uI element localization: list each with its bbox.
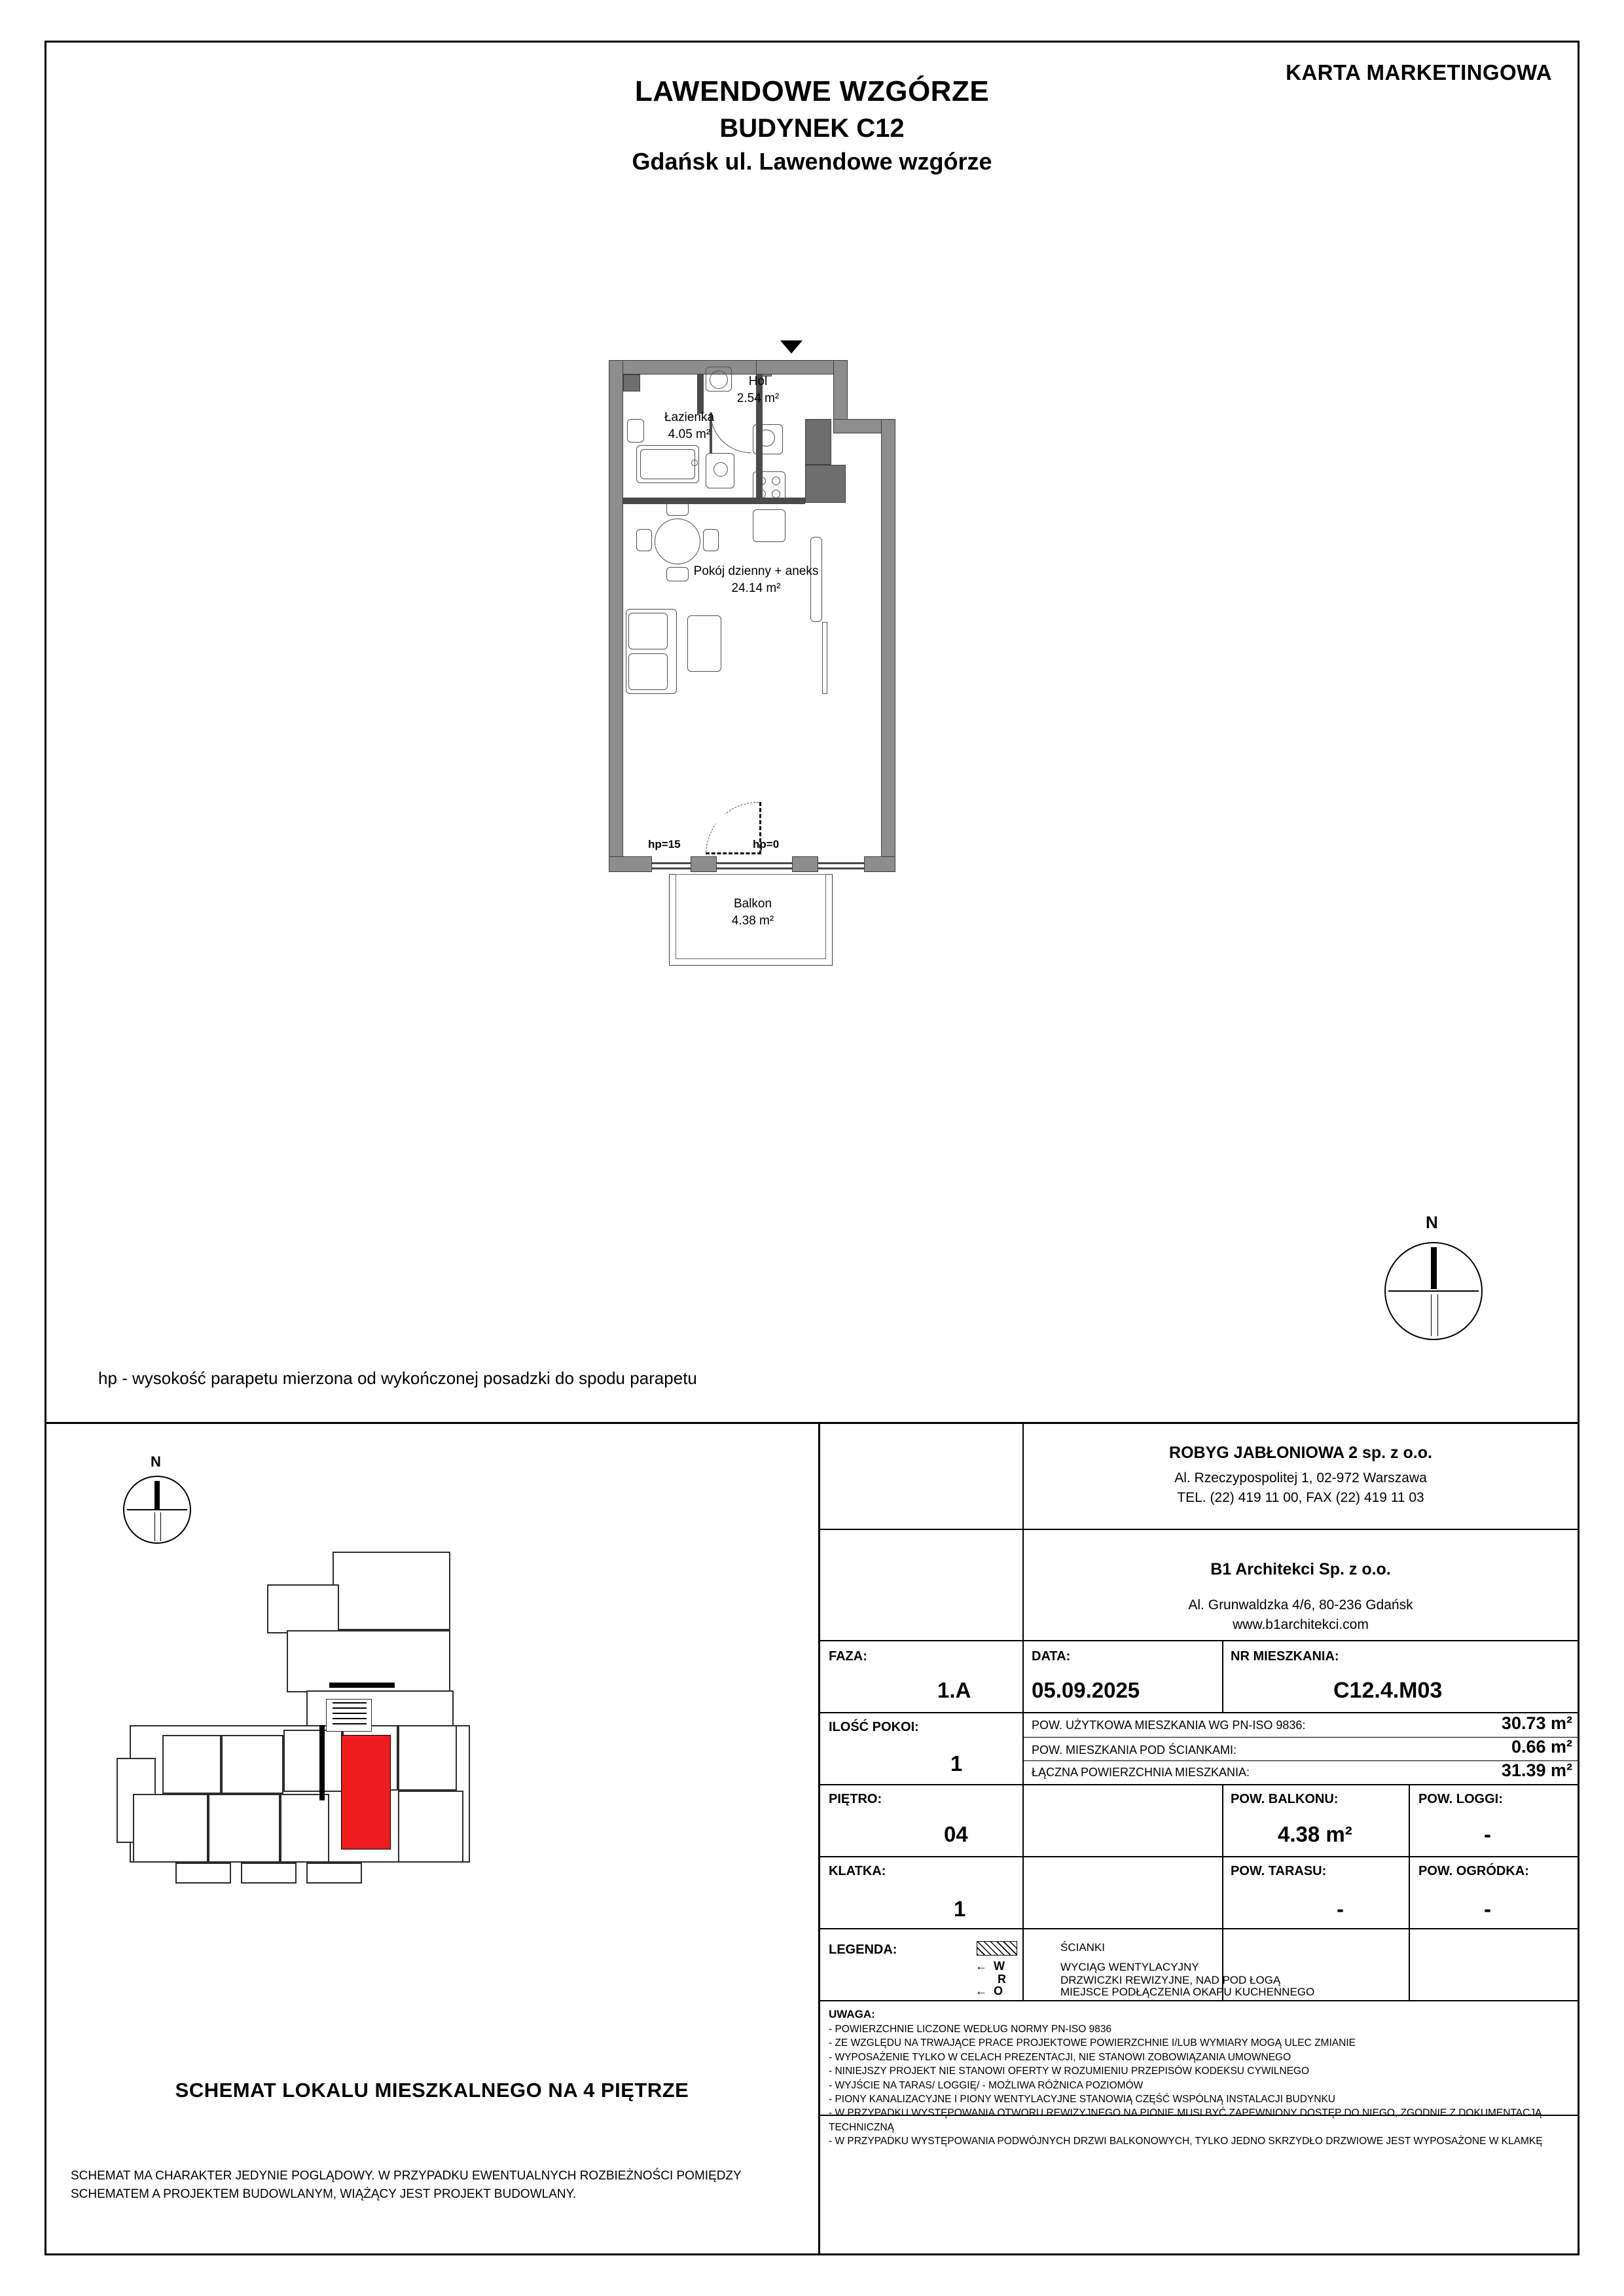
note-item: - ZE WZGLĘDU NA TRWAJĄCE PRACE PROJEKTOWE POWIERZCHNIE I/LUB WYMIARY MOGĄ ULEC ZMIANIE — [829, 2037, 1356, 2049]
highlighted-apartment — [341, 1735, 391, 1850]
note-item: - WYPOSAŻENIE TYLKO W CELACH PREZENTACJI, NIE STANOWI ZOBOWIĄZANIA UMOWNEGO — [829, 2051, 1291, 2063]
tline-v-3 — [1222, 1784, 1223, 2000]
apartment-number-label: NR MIESZKANIA: — [1231, 1649, 1339, 1664]
ventilation-shaft — [805, 465, 846, 503]
legend-hatch-icon — [977, 1941, 1017, 1956]
mini-core-wall-2 — [329, 1683, 395, 1688]
faza-label: FAZA: — [829, 1649, 867, 1664]
notes-title: UWAGA: — [829, 2008, 875, 2020]
tline-v-1 — [1022, 1424, 1024, 2000]
hp-label-right: hp=0 — [753, 838, 780, 850]
project-address: Gdańsk ul. Lawendowe wzgórze — [632, 148, 992, 175]
tline-7 — [820, 2000, 1579, 2001]
garden-area-value: - — [1484, 1897, 1491, 1921]
window-left-2 — [652, 867, 691, 869]
schematic-footnote: SCHEMAT MA CHARAKTER JEDYNIE POGLĄDOWY. W PRZYPADKU EWENTUALNYCH ROZBIEŻNOŚCI POMIĘDZY SCHEMATEM A PROJEKTEM BUDOWLANYM, WIĄŻĄCY JEST PROJEKT BUDOWLANY. — [71, 2169, 742, 2201]
washing-machine-door-icon — [713, 462, 728, 477]
bathtub-inner-icon — [640, 449, 695, 479]
wall-bottom-right — [864, 856, 895, 872]
room-label-balkon: Balkon 4.38 m² — [731, 897, 774, 928]
legend-arrow-w-icon: ← W — [975, 1959, 1005, 1973]
notes-list — [829, 2022, 1572, 2148]
balcony-door-2 — [717, 867, 792, 869]
compass-rose-mini — [123, 1476, 191, 1544]
apartment-number-value: C12.4.M03 — [1333, 1678, 1443, 1703]
kitchen-anchor — [805, 419, 809, 420]
loggia-area-label: POW. LOGGI: — [1418, 1792, 1503, 1806]
terrace-area-label: POW. TARASU: — [1231, 1864, 1327, 1878]
mini-unit-f — [133, 1794, 208, 1863]
tline-2 — [820, 1640, 1579, 1641]
mini-unit-h — [280, 1794, 329, 1863]
apartment-floor-plan — [589, 340, 1008, 1126]
wall-top-left — [609, 360, 759, 374]
room-label-pokoj-dzienny: Pokój dzienny + aneks 24.14 m² — [693, 564, 819, 595]
tline-1 — [820, 1529, 1579, 1530]
partition-hall-left — [697, 374, 704, 414]
loggia-area-value: - — [1484, 1822, 1491, 1846]
chair-left-icon — [636, 529, 652, 551]
mini-balcony-2 — [241, 1863, 297, 1884]
legend-item-0-text: ŚCIANKI — [1060, 1941, 1106, 1954]
coffee-table-icon — [687, 615, 721, 672]
legend-symbol-r: R — [998, 1973, 1006, 1986]
bathtub-drain-icon — [691, 460, 698, 466]
wall-bottom-mid2 — [792, 856, 818, 872]
architect-address: Al. Grunwaldzka 4/6, 80-236 Gdańsk — [1188, 1597, 1413, 1613]
info-table — [820, 1424, 1579, 2255]
usable-area-value: 30.73 m² — [1501, 1713, 1572, 1733]
floor-value: 04 — [944, 1822, 968, 1846]
mini-balcony-1 — [175, 1863, 231, 1884]
note-item: - NINIEJSZY PROJEKT NIE STANOWI OFERTY W ROZUMIENIU PRZEPISÓW KODEKSU CYWILNEGO — [829, 2066, 1310, 2077]
hp-label-left: hp=15 — [648, 838, 681, 850]
balcony-area-value: 4.38 m² — [1278, 1822, 1352, 1846]
window-right-2 — [818, 867, 864, 869]
mini-unit-i — [398, 1791, 463, 1863]
tline-6 — [820, 1928, 1579, 1929]
note-item: - PIONY KANALIZACYJNE I PIONY WENTYLACYJNE STANOWIĄ CZĘŚĆ WSPÓLNĄ INSTALACJI BUDYNKU — [829, 2093, 1335, 2105]
developer-name: ROBYG JABŁONIOWA 2 sp. z o.o. — [1169, 1444, 1432, 1462]
note-item: - W PRZYPADKU WYSTĘPOWANIA PODWÓJNYCH DRZWI BALKONOWYCH, TYLKO JEDNO SKRZYDŁO DRZWIOWE JEST WYPOSAŻONE W KLAMKĘ — [829, 2136, 1543, 2147]
rooms-count-value: 1 — [950, 1751, 963, 1776]
balcony-area-label: POW. BALKONU: — [1231, 1792, 1339, 1806]
mini-unit-g — [208, 1794, 280, 1863]
burner-1-icon — [757, 477, 766, 485]
developer-contact: TEL. (22) 419 11 00, FAX (22) 419 11 03 — [1177, 1490, 1424, 1505]
room-label-hol: Hol 2.54 m² — [736, 374, 780, 405]
data-label: DATA: — [1032, 1649, 1071, 1664]
wall-left — [609, 360, 623, 871]
mini-unit-a — [162, 1735, 221, 1794]
window-left — [652, 862, 691, 864]
floor-schematic-drawing — [202, 1578, 660, 2003]
fridge-icon — [753, 509, 785, 542]
window-right — [818, 862, 864, 864]
wall-right — [881, 419, 895, 871]
entrance-arrow-icon — [780, 340, 803, 354]
document-type-label: KARTA MARKETINGOWA — [1286, 60, 1552, 84]
tline-v-2 — [1222, 1640, 1223, 1712]
dining-table-icon — [655, 519, 700, 564]
room-label-lazienka: Łazienka 4.05 m² — [664, 410, 715, 441]
legend-title: LEGENDA: — [829, 1942, 897, 1957]
data-value: 05.09.2025 — [1032, 1678, 1140, 1702]
wall-bottom-mid1 — [691, 856, 717, 872]
sofa-cushion-2-icon — [628, 653, 668, 690]
chair-right-icon — [703, 529, 719, 551]
mini-unit-top-2 — [267, 1584, 339, 1633]
walls-area-value: 0.66 m² — [1511, 1737, 1572, 1757]
legend-item-2-text: DRZWICZKI REWIZYJNE, NAD POD ŁOGĄ — [1060, 1974, 1281, 1986]
mini-stairs — [326, 1699, 372, 1732]
project-name: LAWENDOWE WZGÓRZE — [634, 75, 990, 107]
note-item: - POWIERZCHNIE LICZONE WEDŁUG NORMY PN-ISO 9836 — [829, 2024, 1112, 2035]
note-item: - W PRZYPADKU WYSTĘPOWANIA OTWORU REWIZYJNEGO NA PIONIE MUSI BYĆ ZAPEWNIONY DOSTĘP DO NIEGO, ZGODNIE Z DOKUMENTACJĄ TECHNICZNĄ — [829, 2107, 1542, 2133]
cooktop-icon — [753, 471, 785, 501]
page-title — [0, 72, 1624, 178]
compass-north-label-mini: N — [151, 1453, 161, 1470]
usable-area-label: POW. UŻYTKOWA MIESZKANIA WG PN-ISO 9836: — [1032, 1719, 1306, 1732]
faza-value: 1.A — [937, 1678, 971, 1702]
garden-area-label: POW. OGRÓDKA: — [1418, 1864, 1529, 1878]
developer-address: Al. Rzeczypospolitej 1, 02-972 Warszawa — [1174, 1470, 1427, 1485]
mini-unit-top-1 — [333, 1552, 450, 1630]
shaft-corner — [623, 374, 640, 392]
building-name: BUDYNEK C12 — [719, 114, 905, 143]
balcony-door — [717, 862, 792, 864]
burner-2-icon — [772, 477, 780, 485]
floor-label: PIĘTRO: — [829, 1792, 882, 1806]
total-area-value: 31.39 m² — [1501, 1760, 1572, 1780]
sofa-cushion-1-icon — [628, 613, 668, 649]
terrace-area-value: - — [1337, 1897, 1344, 1921]
total-area-label: ŁĄCZNA POWIERZCHNIA MIESZKANIA: — [1032, 1766, 1250, 1779]
wall-bottom-left — [609, 856, 652, 872]
architect-name: B1 Architekci Sp. z o.o. — [1210, 1560, 1391, 1578]
mini-balcony-3 — [306, 1863, 362, 1884]
compass-north-label-main: N — [1426, 1212, 1438, 1232]
chair-top-icon — [666, 501, 689, 516]
legend-item-1-text: WYCIĄG WENTYLACYJNY — [1060, 1961, 1199, 1973]
burner-4-icon — [772, 490, 780, 498]
walls-area-label: POW. MIESZKANIA POD ŚCIANKAMI: — [1032, 1743, 1237, 1757]
mini-core-wall-1 — [319, 1725, 325, 1800]
mini-unit-b — [221, 1735, 283, 1794]
note-item: - WYJŚCIE NA TARAS/ LOGGIĘ/ - MOŻLIWA RÓŻNICA POZIOMÓW — [829, 2079, 1144, 2091]
tline-5 — [820, 1856, 1579, 1857]
staircase-label: KLATKA: — [829, 1864, 886, 1878]
compass-rose-main — [1384, 1242, 1483, 1340]
installation-shaft — [805, 419, 831, 465]
burner-3-icon — [757, 490, 766, 498]
legend-item-3-text: MIEJSCE PODŁĄCZENIA OKAPU KUCHENNEGO — [1060, 1986, 1315, 1998]
mini-unit-c — [283, 1730, 342, 1792]
building-floor-schematic-panel — [45, 1424, 820, 2255]
tline-4 — [820, 1784, 1579, 1785]
staircase-value: 1 — [954, 1897, 966, 1921]
schematic-caption: SCHEMAT LOKALU MIESZKALNEGO NA 4 PIĘTRZE — [175, 2079, 689, 2102]
mini-unit-e — [398, 1725, 457, 1791]
hp-explanation-note: hp - wysokość parapetu mierzona od wykończonej posadzki do spodu parapetu — [98, 1368, 697, 1388]
tline-v-4 — [1409, 1784, 1410, 2000]
sink-counter-icon — [753, 424, 783, 454]
legend-arrow-o-icon: ← O — [975, 1984, 1003, 1997]
rooms-count-label: ILOŚĆ POKOI: — [829, 1720, 919, 1734]
architect-website: www.b1architekci.com — [1233, 1617, 1369, 1632]
tv-unit-icon — [822, 622, 827, 694]
